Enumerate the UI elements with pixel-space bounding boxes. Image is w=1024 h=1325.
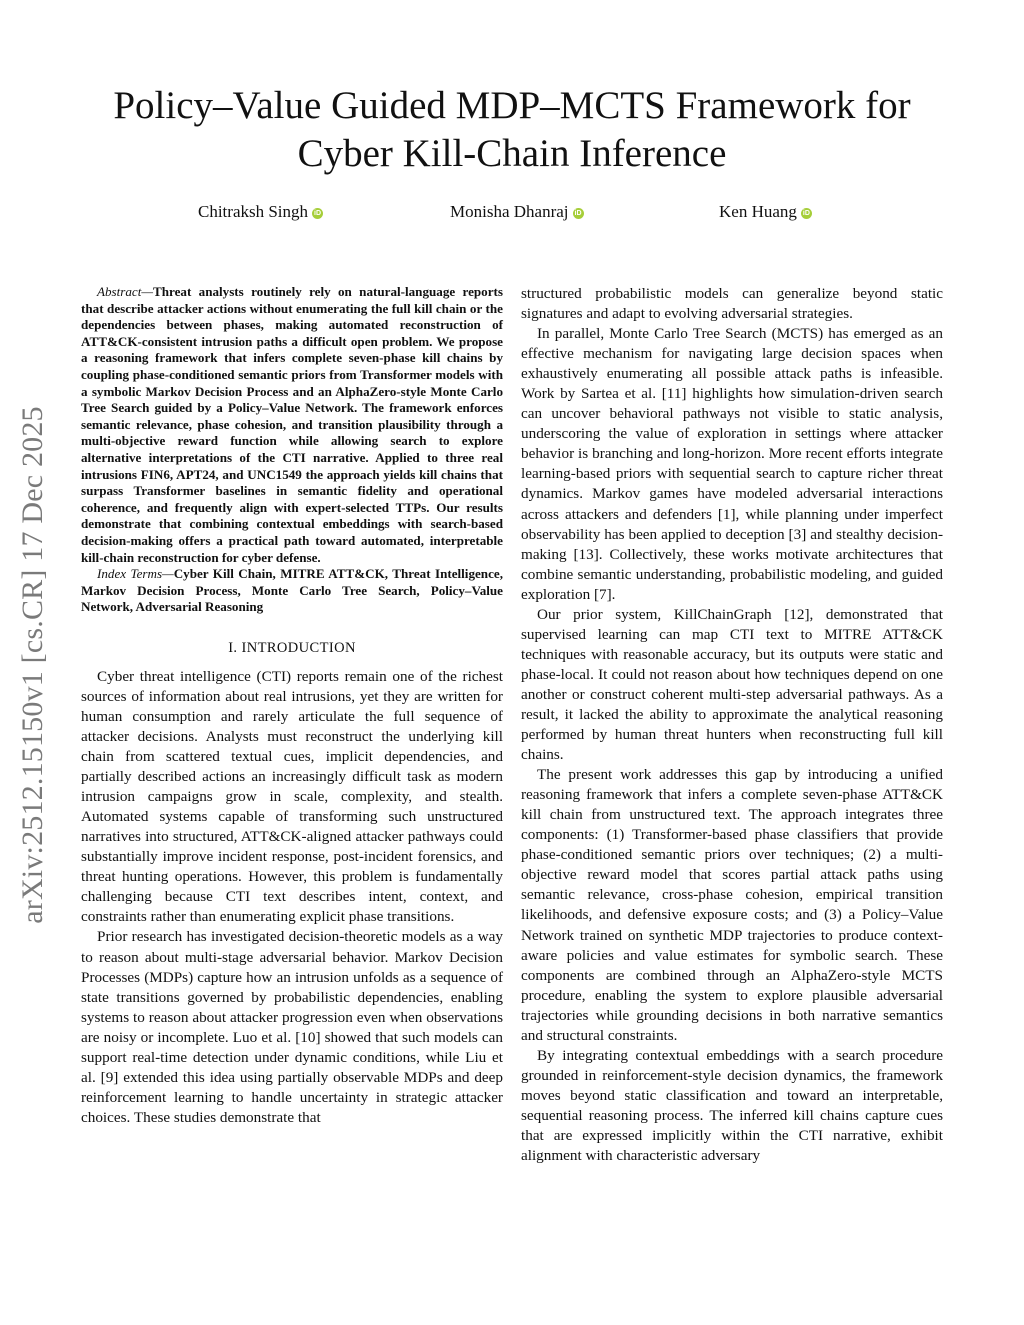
right-column [521,284,943,1166]
arxiv-sidebar-stamp [8,370,58,960]
body-paragraph-continued: structured probabilistic models can generalize beyond static signatures and adapt to evolving adversarial strategies. [521,285,943,323]
abstract-paragraph [81,284,503,566]
body-paragraph: Prior research has investigated decision-theoretic models as a way to reason about multi-stage adversarial behavior. Markov Decision Processes (MDPs) capture how an intrusion unfolds as a sequence of state transitions governed by probabilistic dependencies, enabling systems to reason about attacker progression even when observations are noisy or incomplete. Luo et al. [10] showed that such models can support real-time detection under dynamic conditions, while Liu et al. [9] extended this idea using partially observable MDPs and deep reinforcement learning to handle uncertainty in strategic attacker choices. These studies demonstrate that [81,928,503,1126]
body-paragraph: The present work addresses this gap by introducing a unified reasoning framework that infers a complete seven-phase ATT&CK kill chain from unstructured text. The approach integrates three components: (1) Transformer-based phase classifiers that provide phase-conditioned semantic priors over techniques; (2) a multi-objective reward model that scores partial attack paths using semantic relevance, cross-phase cohesion, empirical transition likelihoods, and defensive exposure costs; and (3) a Policy–Value Network trained on synthetic MDP trajectories to produce context-aware policies and value estimates for symbolic search. These components are combined through an AlphaZero-style MCTS procedure, enabling the system to explore plausible adversarial trajectories while grounding decisions in both narrative semantics and structural constraints. [521,766,943,1044]
paper-title-line-1: Policy–Value Guided MDP–MCTS Framework for [113,84,911,127]
body-paragraph: In parallel, Monte Carlo Tree Search (MCTS) has emerged as an effective mechanism for navigating large decision spaces when exhaustively enumerating all possible attack paths is infeasible. Work by Sartea et al. [11] highlights how simulation-driven search can uncover behavioral pathways not visible to static analysis, underscoring the value of exploration in settings where attacker behavior is branching and long-horizon. More recent efforts integrate learning-based priors with sequential search to capture richer threat dynamics. Markov games have modeled adversarial interactions across attackers and defenders [1], while planning under imperfect observability has been applied to deception [3] and stealthy decision-making [13]. Collectively, these works motivate architectures that combine semantic understanding, probabilistic modeling, and guided exploration [7]. [521,325,943,603]
index-terms-paragraph [81,566,503,616]
orcid-icon[interactable]: iD [802,210,810,217]
author-2 [450,202,584,222]
section-heading-introduction: I. INTRODUCTION [228,639,356,656]
arxiv-identifier: arXiv:2512.15150v1 [cs.CR] 17 Dec 2025 [16,406,49,924]
author-name: Ken Huang [719,202,797,221]
index-terms-label: Index Terms— [97,566,174,582]
body-paragraph: Cyber threat intelligence (CTI) reports remain one of the richest sources of information about real intrusions, yet they are written for human consumption and rarely articulate the full sequence of attacker decisions. Analysts must reconstruct the underlying kill chain from scattered textual cues, implicit dependencies, and partially described actions an increasingly difficult task as modern intrusion campaigns grow in scale, complexity, and stealth. Automated systems capable of transforming such unstructured narratives into structured, ATT&CK-aligned attacker pathways could substantially improve incident response, post-incident forensics, and threat hunting operations. However, this problem is fundamentally challenging because CTI text describes intent, context, and constraints rather than enumerating explicit phase transitions. [81,667,503,926]
paper-title [60,82,964,178]
author-name: Chitraksh Singh [198,202,309,221]
paper-title-line-2: Cyber Kill-Chain Inference [297,132,727,175]
orcid-icon[interactable]: iD [314,210,322,217]
author-name: Monisha Dhanraj [450,202,569,221]
author-list [60,202,964,224]
author-1 [198,202,323,222]
index-terms-text: Cyber Kill Chain, MITRE ATT&CK, Threat Intelligence, Markov Decision Process, Monte Carlo Tree Search, Policy–Value Network, Adversarial Reasoning [81,566,503,615]
abstract-text: Threat analysts routinely rely on natural-language reports that describe attacker actions without enumerating the full kill chain or the dependencies between phases, making automated reconstruction of ATT&CK-consistent intrusion paths a difficult open problem. We propose a reasoning framework that infers complete seven-phase kill chains by coupling phase-conditioned semantic priors from Transformer models with a symbolic Markov Decision Process and an AlphaZero-style Monte Carlo Tree Search guided by a Policy–Value Network. The framework enforces semantic relevance, phase cohesion, and transition plausibility through a multi-objective reward function while allowing search to explore alternative interpretations of the CTI narrative. Applied to three real intrusions FIN6, APT24, and UNC1549 the approach yields kill chains that surpass Transformer baselines in semantic fidelity and operational coherence, and frequently align with expert-selected TTPs. Our results demonstrate that combining contextual embeddings with search-based decision-making offers a practical path toward automated, interpretable kill-chain reconstruction for cyber defense. [81,284,503,565]
orcid-icon[interactable]: iD [574,210,582,217]
body-paragraph: Our prior system, KillChainGraph [12], demonstrated that supervised learning can map CTI text to MITRE ATT&CK techniques with reasonable accuracy, but its outputs were static and phase-local. It could not reason about how techniques depend on one another or construct coherent multi-step adversarial pathways. As a result, it lacked the ability to approximate the analytical reasoning performed by human threat hunters when reconstructing full kill chains. [521,605,943,764]
abstract [81,284,503,616]
author-3 [719,202,812,222]
abstract-label: Abstract— [97,284,154,299]
body-paragraph: By integrating contextual embeddings with a search procedure grounded in reinforcement-style decision dynamics, the framework moves beyond static classification and toward an interpretable, sequential reasoning process. The inferred kill chains capture cues that are expressed implicitly within the CTI narrative, exhibit alignment with characteristic adversary [521,1046,943,1165]
left-column [81,284,503,1128]
